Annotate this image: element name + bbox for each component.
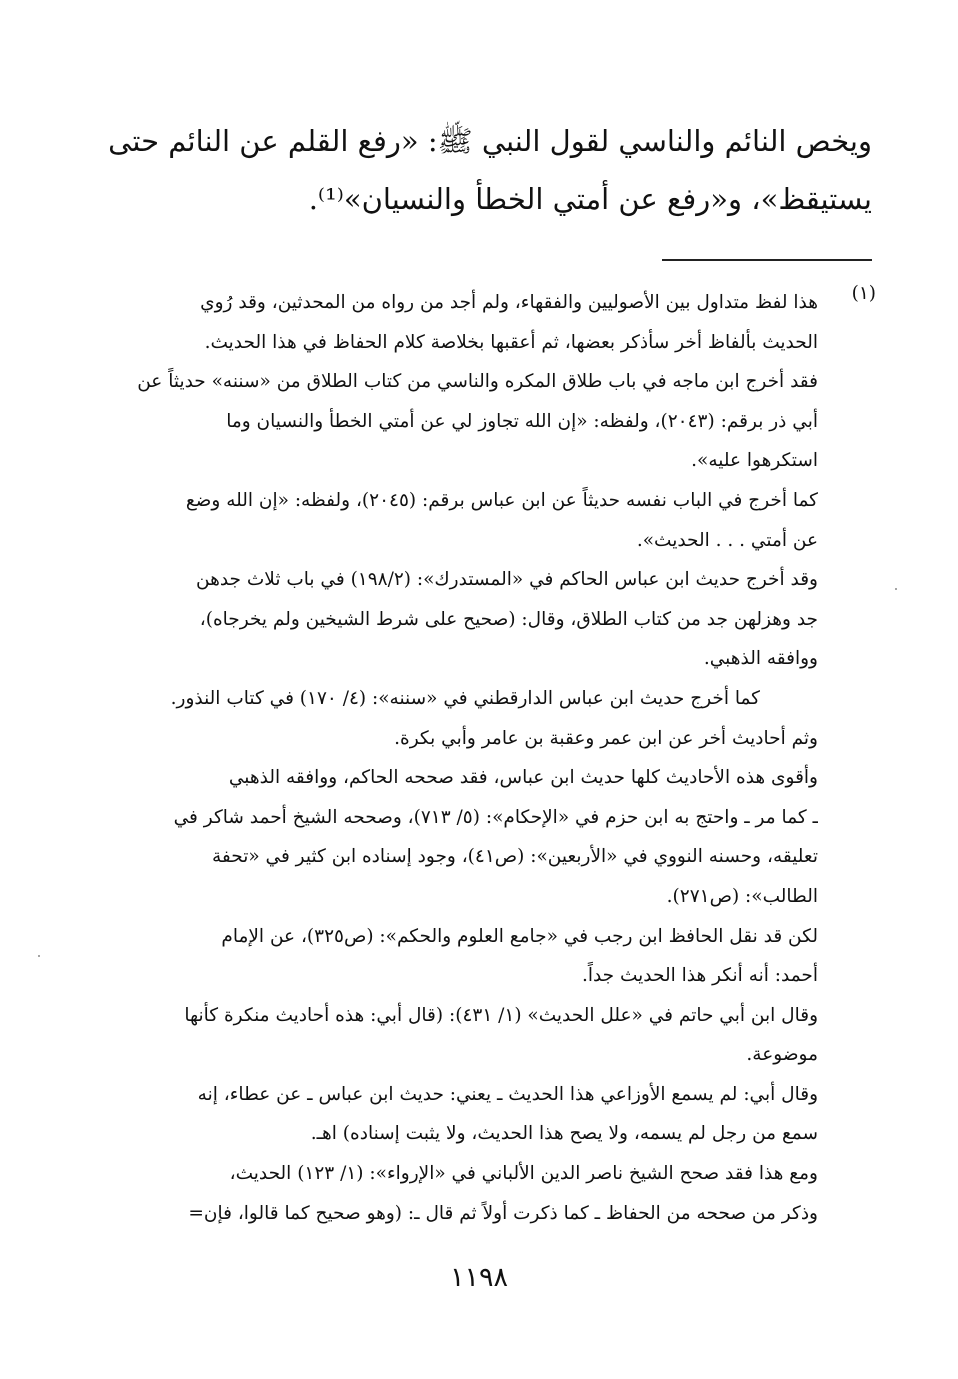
main-text-line: ويخص النائم والناسي لقول النبي ﷺ: «رفع القلم عن النائم حتى (108, 124, 872, 158)
footnote-line: أبي ذر برقم: (٢٠٤٣)، ولفظه: «إن الله تجاوز لي عن أمتي الخطأ والنسيان وما (226, 410, 818, 432)
footnote-line: جد وهزلهن جد من كتاب الطلاق، وقال: (صحيح على شرط الشيخين ولم يخرجاه)، (199, 608, 818, 630)
footnote-line: عن أمتي . . . الحديث». (636, 529, 818, 551)
footnote-line: فقد أخرج ابن ماجه في باب طلاق المكره والناسي من كتاب الطلاق من «سننه» حديثاً عن (137, 371, 818, 393)
footnote-line: ومع هذا فقد صحح الشيخ ناصر الدين الألباني في «الإرواء»: (١/ ١٢٣) الحديث، (229, 1163, 818, 1185)
scan-speck (895, 588, 897, 590)
scan-speck (38, 955, 40, 957)
footnote-line: وقال ابن أبي حاتم في «علل الحديث» (١/ ٤٣١): (قال أبي: هذه أحاديث منكرة كأنها (184, 1004, 818, 1026)
footnote-line: كما أخرج في الباب نفسه حديثاً عن ابن عباس برقم: (٢٠٤٥)، ولفظه: «إن الله وضع (185, 489, 818, 511)
footnote-line: وقال أبي: لم يسمع الأوزاعي هذا الحديث ـ يعني: حديث ابن عباس ـ عن عطاء، إنه (197, 1083, 818, 1105)
footnote-marker: (١) (851, 283, 876, 304)
page-number: ١١٩٨ (449, 1262, 508, 1293)
footnote-line: سمع من رجل لم يسمه، ولا يصح هذا الحديث، ولا يثبت إسناده) اهـ. (310, 1123, 818, 1145)
footnote-line: الطالب»: (ص٢٧١). (666, 885, 818, 907)
footnote-separator (662, 259, 872, 261)
footnote (79, 283, 874, 1233)
footnote-line: الحديث بألفاظ أخر سأذكر بعضها، ثم أعقبها بخلاصة كلام الحفاظ في هذا الحديث. (204, 331, 818, 353)
footnote-line: كما أخرج حديث ابن عباس الدارقطني في «سننه»: (٤/ ١٧٠) في كتاب النذور. (170, 687, 760, 709)
footnote-line: وقد أخرج حديث ابن عباس الحاكم في «المستدرك»: (١٩٨/٢) في باب ثلاث جدهن (196, 569, 818, 591)
footnote-line: استكرهوا عليه». (691, 450, 818, 472)
footnote-line: لكن قد نقل الحافظ ابن رجب في «جامع العلوم والحكم»: (ص٣٢٥)، عن الإمام (221, 925, 818, 947)
main-text-line: يستيقظ»، و«رفع عن أمتي الخطأ والنسيان»⁽¹⁾. (308, 182, 872, 216)
footnote-line: وذكر من صححه من الحفاظ ـ كما ذكرت أولاً ثم قال ـ: (وهو صحيح كما قالوا، فإن= (188, 1202, 818, 1224)
main-text (82, 112, 872, 228)
footnote-line: أحمد: أنه أنكر هذا الحديث جداً. (581, 965, 818, 987)
footnote-line: وأقوى هذه الأحاديث كلها حديث ابن عباس، فقد صححه الحاكم، ووافقه الذهبي (228, 767, 818, 789)
footnote-line: موضوعة. (746, 1044, 818, 1066)
footnote-line: تعليقه، وحسنه النووي في «الأربعين»: (ص٤١)، وجود إسناده ابن كثير في «تحفة (211, 846, 818, 868)
footnote-line: هذا لفظ متداول بين الأصوليين والفقهاء، ولم أجد من رواه من المحدثين، وقد رُوي (200, 292, 818, 313)
footnote-line: ـ كما مر ـ واحتج به ابن حزم في «الإحكام»: (٥/ ٧١٣)، وصححه الشيخ أحمد شاكر في (173, 806, 818, 828)
footnote-line: وثم أحاديث أخر عن ابن عمر وعقبة بن عامر وأبي بكرة. (394, 727, 818, 749)
footnote-line: ووافقه الذهبي. (703, 648, 818, 670)
footnote-body (79, 283, 818, 1233)
